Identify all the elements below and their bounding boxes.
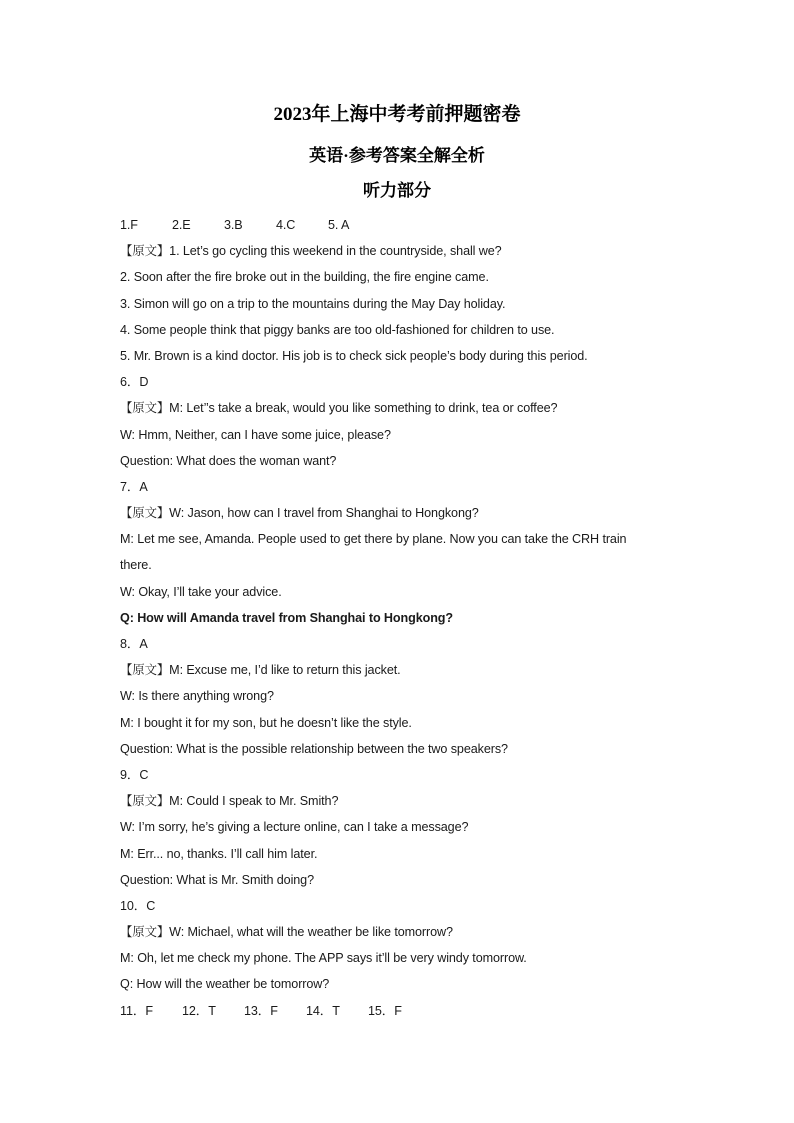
transcript-line: 4. Some people think that piggy banks are too old-fashioned for children to use. — [120, 322, 555, 337]
answers-11-15 — [120, 998, 680, 1024]
transcript-line: M: Oh, let me check my phone. The APP says it’ll be very windy tomorrow. — [120, 951, 527, 966]
transcript-line: W: Hmm, Neither, can I have some juice, please? — [120, 427, 391, 442]
transcript-text: M: Could I speak to Mr. Smith? — [169, 794, 339, 809]
transcript-line: Q: How will Amanda travel from Shanghai to Hongkong? — [120, 610, 453, 625]
transcript-tag: 【原文】 — [120, 662, 170, 678]
answer-2: 2.E — [172, 218, 191, 232]
answer-1: 1.F — [120, 218, 138, 232]
answer-11: 11．F — [120, 1003, 153, 1018]
transcript-tag: 【原文】 — [120, 924, 170, 940]
transcript-line: M: I bought it for my son, but he doesn’t like the style. — [120, 715, 412, 730]
transcript-tag: 【原文】 — [120, 400, 170, 416]
answer-6: 6．D — [120, 375, 149, 390]
transcript-text: W: Michael, what will the weather be like tomorrow? — [169, 925, 453, 940]
transcript-line — [120, 788, 680, 814]
page-title: 2023年上海中考考前押题密卷 — [273, 104, 521, 125]
transcript-text: W: Jason, how can I travel from Shanghai to Hongkong? — [169, 506, 479, 521]
page-subtitle: 英语·参考答案全解全析 — [309, 146, 485, 165]
answers-1-5 — [120, 212, 680, 238]
transcript-line: M: Err... no, thanks. I’ll call him later. — [120, 846, 318, 861]
answer-13: 13．F — [244, 1003, 278, 1018]
transcript-line: W: I’m sorry, he’s giving a lecture online, can I take a message? — [120, 820, 469, 835]
answer-14: 14．T — [306, 1003, 340, 1018]
transcript-line: there. — [120, 558, 152, 573]
answer-3: 3.B — [224, 218, 243, 232]
transcript-line: W: Is there anything wrong? — [120, 689, 274, 704]
transcript-line: M: Let me see, Amanda. People used to get there by plane. Now you can take the CRH train — [120, 532, 627, 547]
transcript-line — [120, 919, 680, 945]
transcript-line: 5. Mr. Brown is a kind doctor. His job is to check sick people’s body during this period. — [120, 348, 588, 363]
transcript-line — [120, 395, 680, 421]
transcript-tag: 【原文】 — [120, 505, 170, 521]
transcript-tag: 【原文】 — [120, 793, 170, 809]
transcript-line: Question: What is Mr. Smith doing? — [120, 872, 314, 887]
answer-8: 8．A — [120, 637, 148, 651]
answer-4: 4.C — [276, 218, 296, 232]
answer-10: 10．C — [120, 898, 156, 913]
transcript-text: M: Excuse me, I’d like to return this jacket. — [169, 663, 401, 678]
answer-12: 12．T — [182, 1003, 216, 1018]
transcript-line: 2. Soon after the fire broke out in the building, the fire engine came. — [120, 270, 489, 285]
transcript-line: Question: What is the possible relationship between the two speakers? — [120, 741, 508, 756]
transcript-line — [120, 238, 680, 264]
transcript-line — [120, 657, 680, 683]
answer-7: 7．A — [120, 479, 148, 494]
transcript-text: 1. Let’s go cycling this weekend in the countryside, shall we? — [169, 244, 502, 259]
transcript-line: W: Okay, I’ll take your advice. — [120, 584, 282, 599]
content-body — [120, 212, 680, 1024]
transcript-line: Question: What does the woman want? — [120, 453, 337, 468]
answer-15: 15．F — [368, 1003, 402, 1018]
answer-5: 5. A — [328, 218, 350, 232]
answer-9: 9．C — [120, 767, 149, 782]
transcript-text: M: Let’’s take a break, would you like something to drink, tea or coffee? — [169, 401, 558, 416]
transcript-line: 3. Simon will go on a trip to the mountains during the May Day holiday. — [120, 296, 506, 311]
transcript-line — [120, 500, 680, 526]
transcript-tag: 【原文】 — [120, 243, 170, 259]
transcript-line: Q: How will the weather be tomorrow? — [120, 977, 330, 992]
section-heading: 听力部分 — [363, 181, 431, 200]
